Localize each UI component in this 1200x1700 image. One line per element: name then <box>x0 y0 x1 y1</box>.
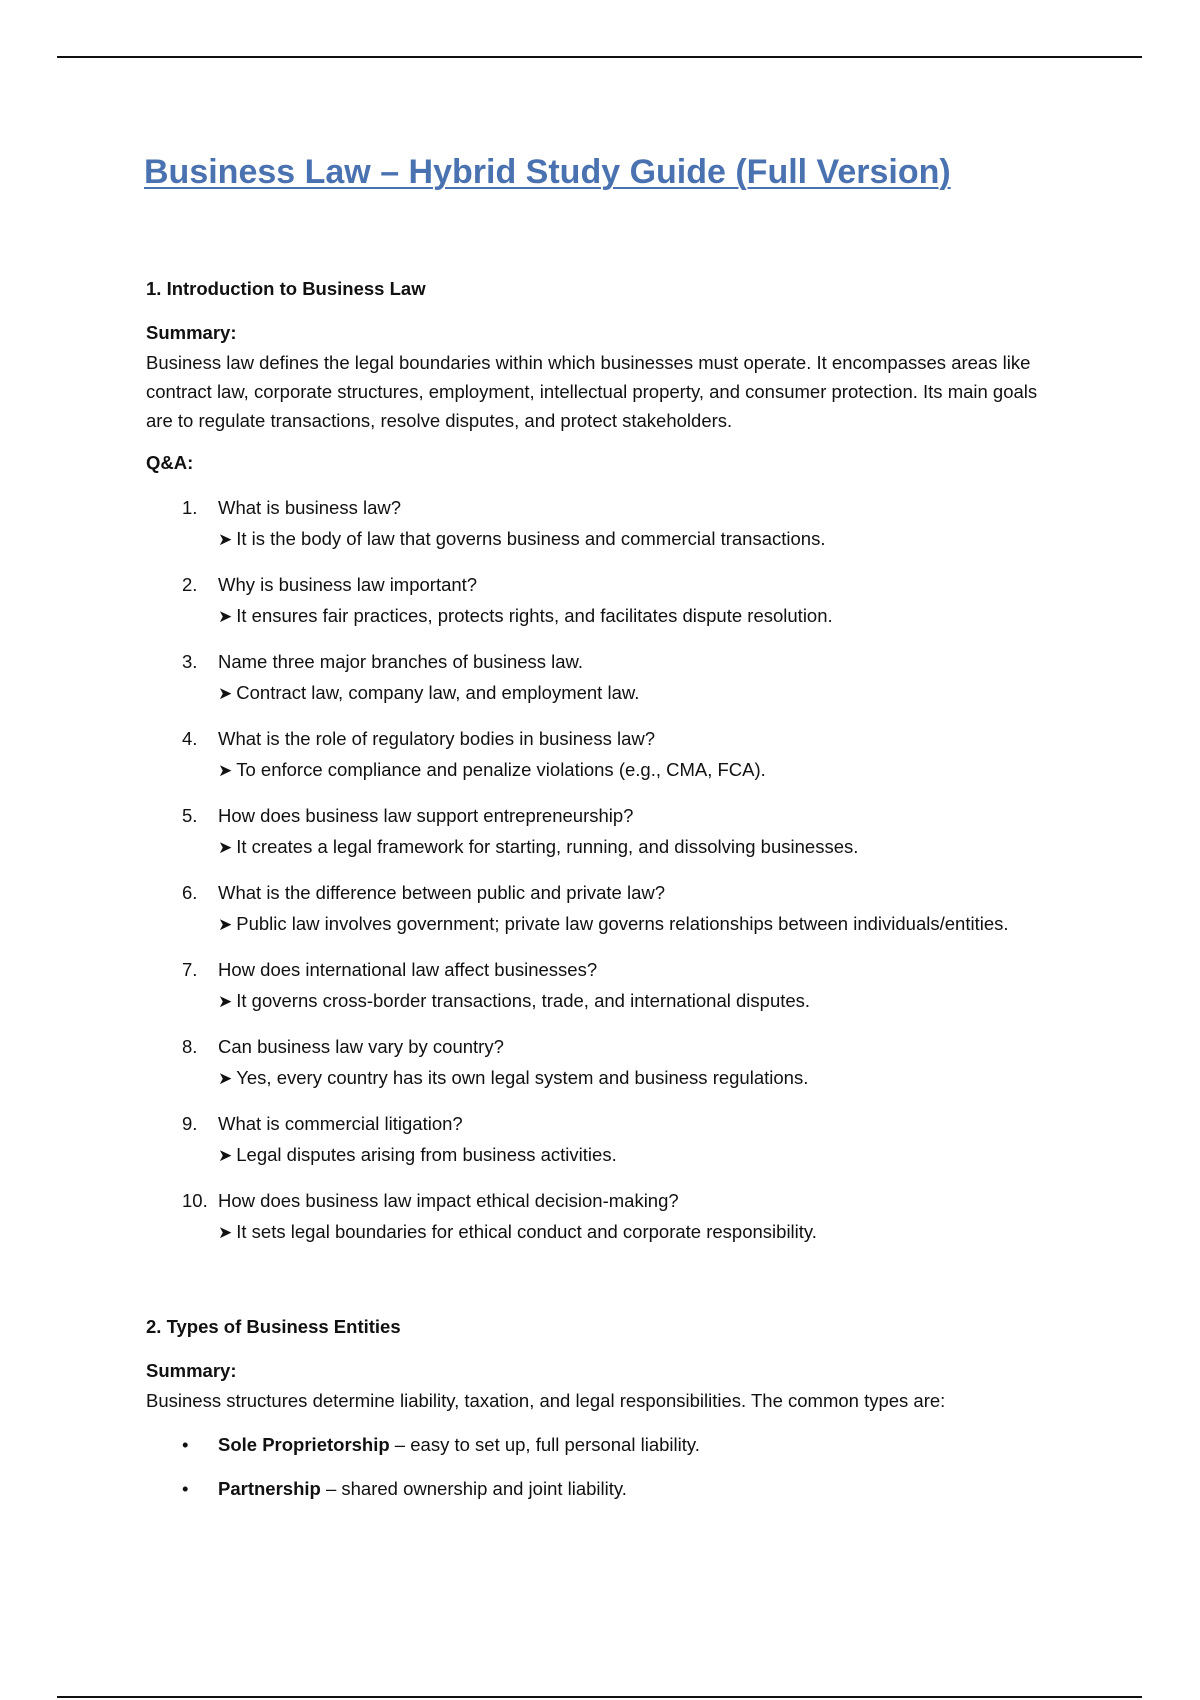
qa-number: 6. <box>182 882 198 903</box>
qa-answer-line <box>218 831 1046 864</box>
qa-number: 1. <box>182 497 198 518</box>
qa-question: Name three major branches of business law. <box>218 651 584 672</box>
arrow-icon: ➤ <box>218 915 233 935</box>
qa-item <box>146 800 1046 864</box>
top-rule <box>57 56 1142 58</box>
qa-answer-line <box>218 677 1046 710</box>
section-2-heading: 2. Types of Business Entities <box>146 1316 401 1337</box>
qa-answer-line <box>218 1062 1046 1095</box>
entity-list <box>146 1429 1046 1504</box>
qa-number: 8. <box>182 1036 198 1057</box>
qa-answer: Contract law, company law, and employment law. <box>236 682 640 703</box>
qa-item <box>146 1108 1046 1172</box>
qa-question: Why is business law important? <box>218 574 478 595</box>
qa-answer: Yes, every country has its own legal system and business regulations. <box>236 1067 809 1088</box>
section-2-summary-label: Summary: <box>146 1360 237 1381</box>
qa-question: Can business law vary by country? <box>218 1036 504 1057</box>
qa-answer: It sets legal boundaries for ethical conduct and corporate responsibility. <box>236 1221 817 1242</box>
qa-number: 7. <box>182 959 198 980</box>
arrow-icon: ➤ <box>218 607 233 627</box>
qa-number: 3. <box>182 651 198 672</box>
qa-answer-line <box>218 523 1046 556</box>
qa-question: What is the role of regulatory bodies in business law? <box>218 728 656 749</box>
qa-item <box>146 723 1046 787</box>
bullet-icon: • <box>182 1478 189 1499</box>
qa-list <box>146 492 1046 1249</box>
qa-item <box>146 569 1046 633</box>
qa-answer: Public law involves government; private law governs relationships between individuals/entities. <box>236 913 1009 934</box>
arrow-icon: ➤ <box>218 1223 233 1243</box>
entity-item <box>146 1473 1046 1504</box>
section-2-summary-text: Business structures determine liability, taxation, and legal responsibilities. The common types are: <box>146 1390 946 1411</box>
qa-item <box>146 1031 1046 1095</box>
qa-item <box>146 954 1046 1018</box>
qa-answer-line <box>218 1139 1046 1172</box>
entity-name: Partnership <box>218 1478 321 1499</box>
qa-answer-line <box>218 600 1046 633</box>
qa-answer-line <box>218 985 1046 1018</box>
section-1-summary-label: Summary: <box>146 322 237 343</box>
arrow-icon: ➤ <box>218 1069 233 1089</box>
qa-question: How does business law support entrepreneurship? <box>218 805 634 826</box>
section-1-summary-text: Business law defines the legal boundaries within which businesses must operate. It encompasses areas like contract law, corporate structures, employment, intellectual property, and consumer protection. Its main goals are to regulate transactions, resolve disputes, and protect stakeholders. <box>146 352 1038 431</box>
section-1-qa-label: Q&A: <box>146 452 194 473</box>
qa-number: 10. <box>182 1190 208 1211</box>
qa-answer: It governs cross-border transactions, trade, and international disputes. <box>236 990 811 1011</box>
qa-answer: It is the body of law that governs business and commercial transactions. <box>236 528 826 549</box>
entity-item <box>146 1429 1046 1460</box>
arrow-icon: ➤ <box>218 1146 233 1166</box>
qa-item <box>146 1185 1046 1249</box>
qa-answer-line <box>218 1216 1046 1249</box>
document-title: Business Law – Hybrid Study Guide (Full Version) <box>144 153 951 191</box>
qa-answer-line <box>218 754 1046 787</box>
qa-number: 9. <box>182 1113 198 1134</box>
arrow-icon: ➤ <box>218 684 233 704</box>
bottom-rule <box>57 1696 1142 1698</box>
entity-description: – easy to set up, full personal liability. <box>389 1434 700 1455</box>
qa-question: How does international law affect businesses? <box>218 959 598 980</box>
qa-question: How does business law impact ethical decision-making? <box>218 1190 679 1211</box>
arrow-icon: ➤ <box>218 761 233 781</box>
qa-item <box>146 877 1046 941</box>
qa-number: 5. <box>182 805 198 826</box>
qa-question: What is commercial litigation? <box>218 1113 463 1134</box>
qa-answer: To enforce compliance and penalize violations (e.g., CMA, FCA). <box>236 759 766 780</box>
qa-number: 4. <box>182 728 198 749</box>
document-body <box>146 148 1046 1517</box>
bullet-icon: • <box>182 1434 189 1455</box>
section-1-heading: 1. Introduction to Business Law <box>146 278 426 299</box>
qa-answer: It ensures fair practices, protects rights, and facilitates dispute resolution. <box>236 605 833 626</box>
qa-question: What is business law? <box>218 497 402 518</box>
qa-item <box>146 492 1046 556</box>
qa-answer: It creates a legal framework for starting, running, and dissolving businesses. <box>236 836 859 857</box>
arrow-icon: ➤ <box>218 838 233 858</box>
entity-name: Sole Proprietorship <box>218 1434 390 1455</box>
qa-answer-line <box>218 908 1046 941</box>
qa-question: What is the difference between public and private law? <box>218 882 666 903</box>
qa-item <box>146 646 1046 710</box>
arrow-icon: ➤ <box>218 530 233 550</box>
qa-answer: Legal disputes arising from business activities. <box>236 1144 617 1165</box>
arrow-icon: ➤ <box>218 992 233 1012</box>
entity-description: – shared ownership and joint liability. <box>320 1478 627 1499</box>
qa-number: 2. <box>182 574 198 595</box>
